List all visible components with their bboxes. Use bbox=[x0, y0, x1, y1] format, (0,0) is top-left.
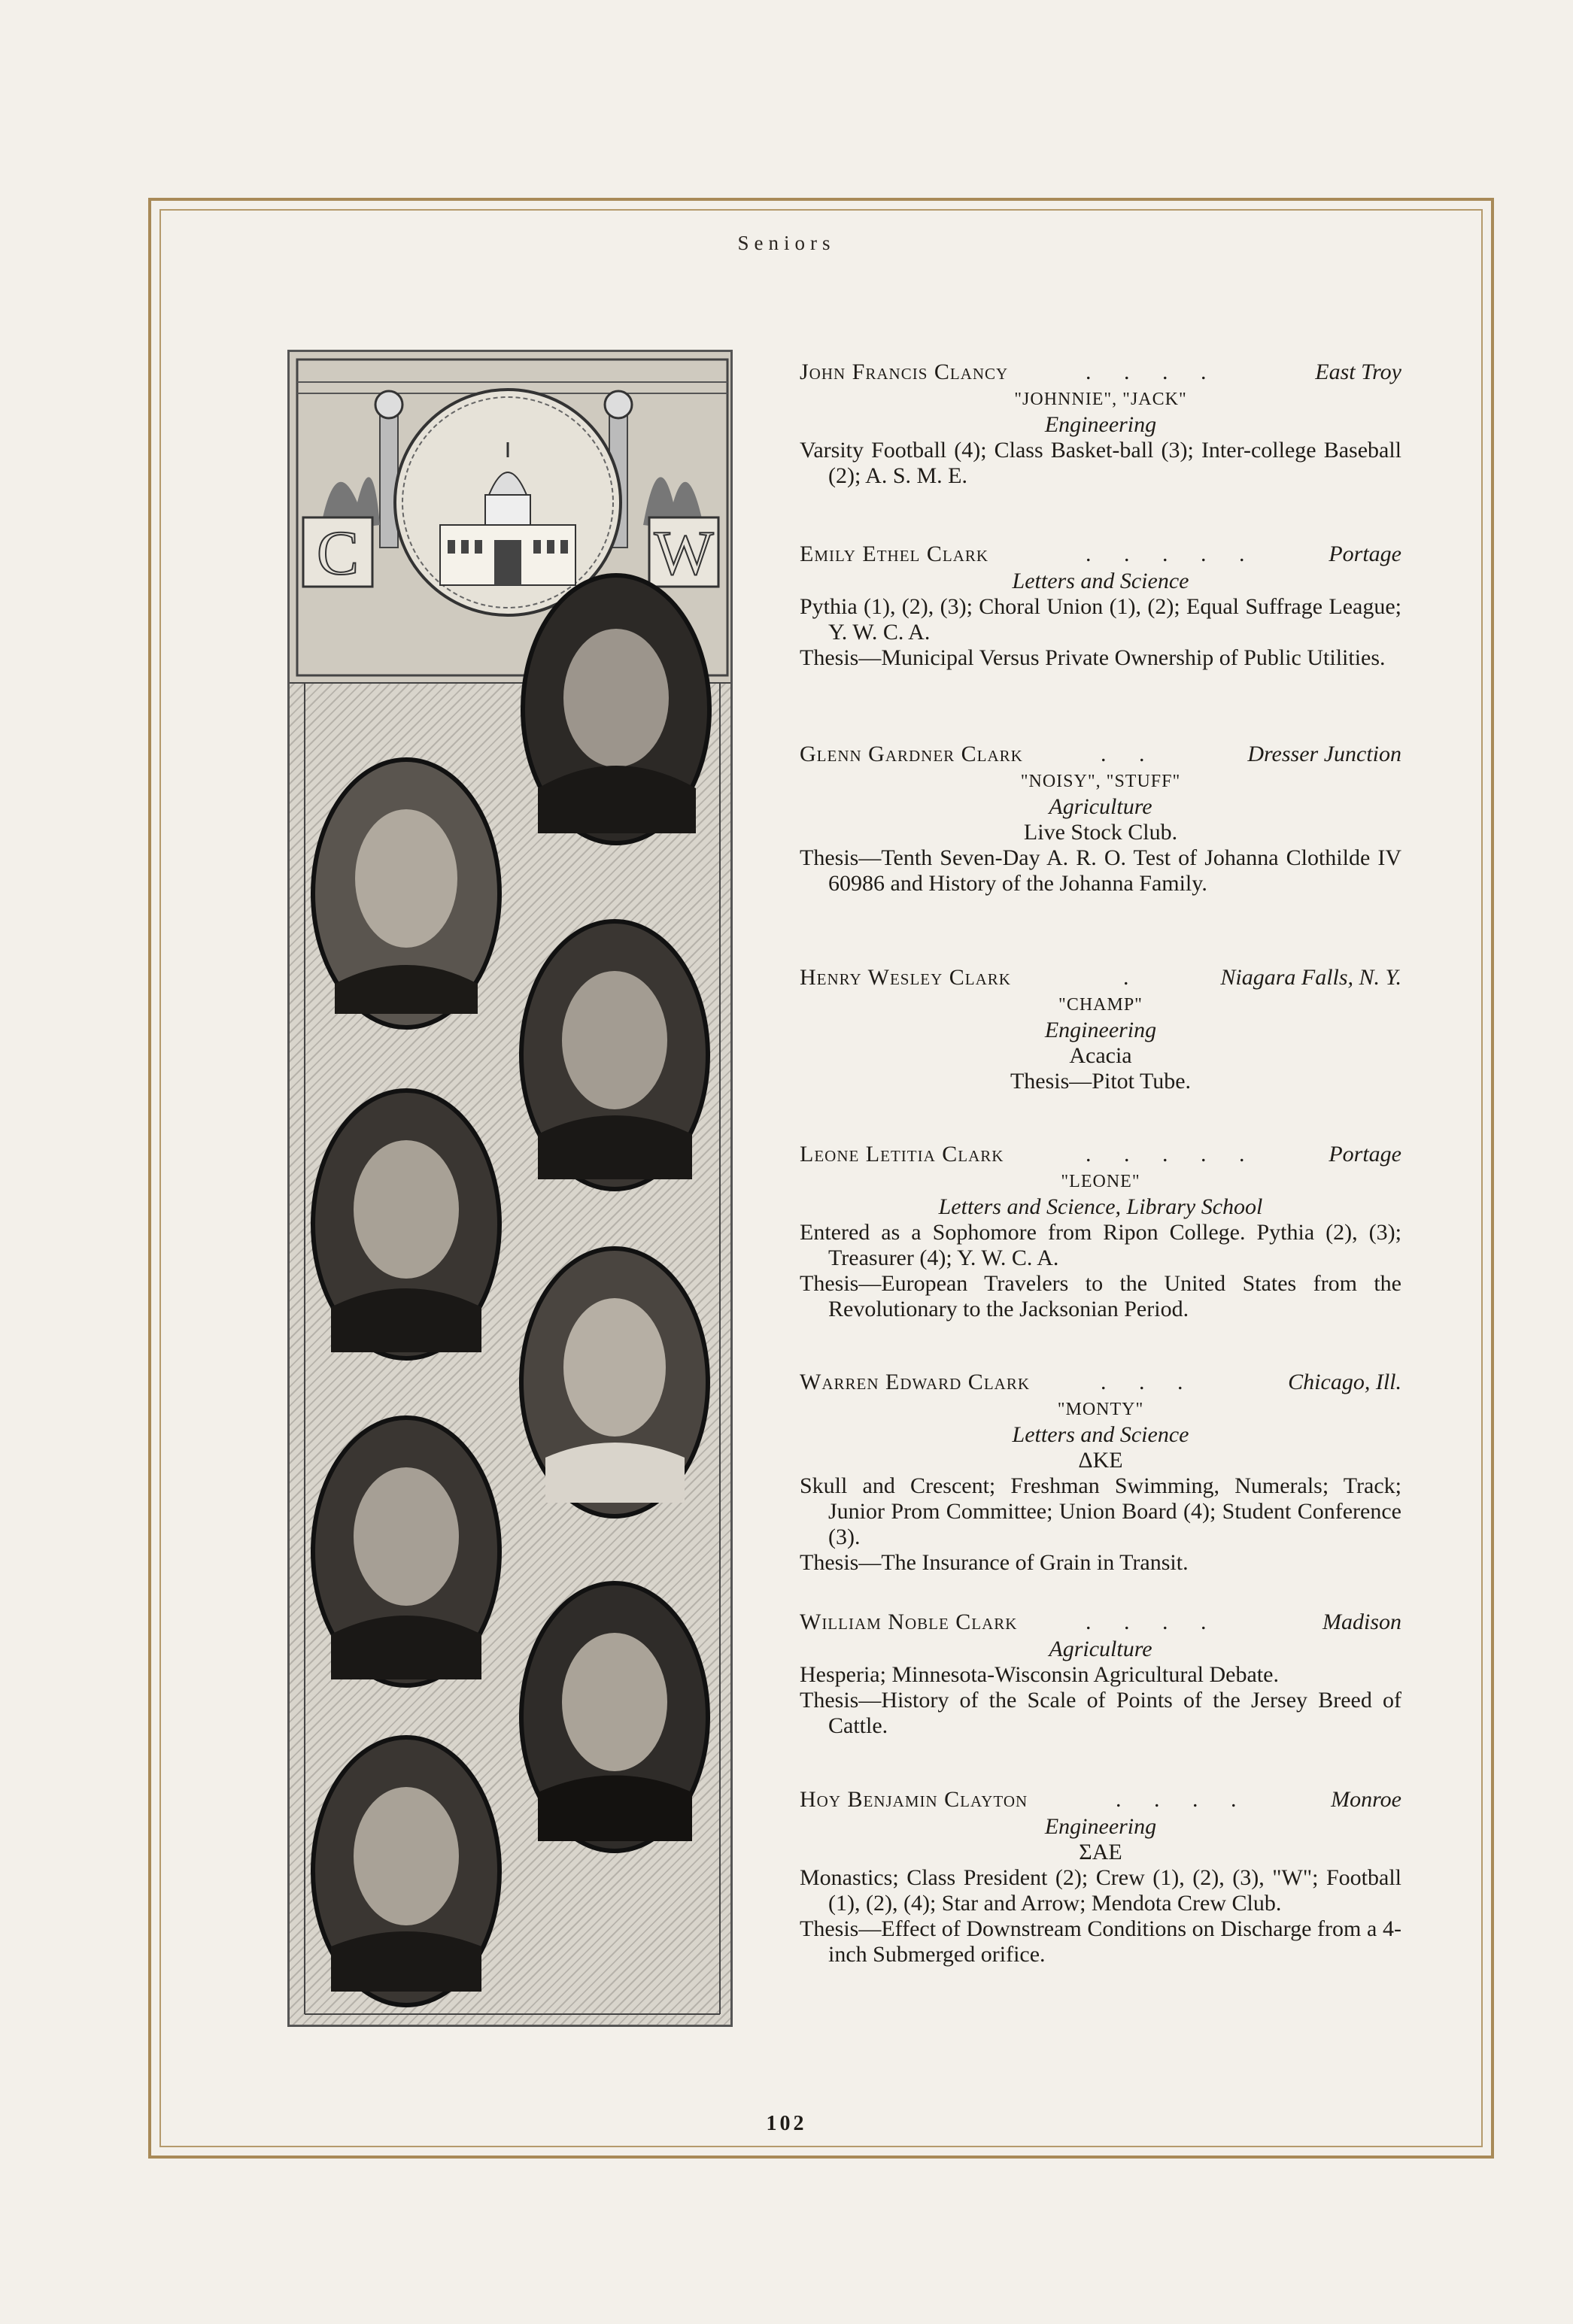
entry-town: Portage bbox=[1329, 1142, 1401, 1167]
entry-fraternity: ΣAE bbox=[1079, 1840, 1122, 1864]
entry-william-noble-clark bbox=[800, 1610, 1401, 1739]
entry-activities: Varsity Football (4); Class Basket-ball (3); Inter-college Baseball (2); A. S. M. E. bbox=[800, 438, 1401, 488]
leader-dots: . . . . bbox=[1086, 360, 1220, 384]
portrait-ovals bbox=[313, 575, 709, 2005]
leader-dots: . . . bbox=[1101, 1370, 1197, 1394]
entry-course: Letters and Science bbox=[1012, 1422, 1189, 1447]
leader-dots: . . bbox=[1101, 742, 1158, 766]
entry-nickname: "JOHNNIE", "JACK" bbox=[1014, 390, 1187, 409]
entry-thesis: Thesis—Tenth Seven-Day A. R. O. Test of Johanna Clothilde IV 60986 and History of the Johanna Family. bbox=[800, 845, 1401, 896]
entry-glenn-gardner-clark bbox=[800, 742, 1401, 897]
entry-thesis: Thesis—European Travelers to the United States from the Revolutionary to the Jacksonian Period. bbox=[800, 1271, 1401, 1321]
entry-name: Leone Letitia Clark bbox=[800, 1142, 1004, 1167]
entry-fraternity: Acacia bbox=[1069, 1043, 1132, 1068]
entry-john-francis-clancy bbox=[800, 360, 1401, 489]
entry-name: John Francis Clancy bbox=[800, 360, 1009, 384]
entry-course: Agriculture bbox=[1049, 1637, 1152, 1661]
entry-course: Letters and Science, Library School bbox=[938, 1194, 1263, 1219]
entry-activities: Live Stock Club. bbox=[1023, 820, 1178, 845]
entry-thesis: Thesis—The Insurance of Grain in Transit. bbox=[800, 1550, 1189, 1575]
entry-leone-letitia-clark bbox=[800, 1142, 1401, 1322]
entry-thesis: Thesis—Effect of Downstream Conditions on Discharge from a 4-inch Submerged orifice. bbox=[800, 1916, 1401, 1967]
entry-course: Engineering bbox=[1044, 412, 1157, 437]
entry-town: Madison bbox=[1322, 1610, 1401, 1634]
entry-course: Engineering bbox=[1044, 1814, 1157, 1839]
entry-nickname: "LEONE" bbox=[1061, 1172, 1140, 1191]
entry-activities: Entered as a Sophomore from Ripon College. Pythia (2), (3); Treasurer (4); Y. W. C. A. bbox=[800, 1220, 1401, 1270]
entry-name: Hoy Benjamin Clayton bbox=[800, 1787, 1028, 1812]
entry-thesis: Thesis—Pitot Tube. bbox=[1010, 1069, 1192, 1094]
panel-letter-w: W bbox=[654, 518, 714, 588]
entry-fraternity: ΔKE bbox=[1078, 1448, 1123, 1473]
entry-thesis: Thesis—History of the Scale of Points of the Jersey Breed of Cattle. bbox=[800, 1688, 1401, 1738]
entry-activities: Monastics; Class President (2); Crew (1), (2), (3), "W"; Football (1), (2), (4); Star and Arrow; Mendota Crew Club. bbox=[800, 1865, 1401, 1916]
leader-dots: . . . . bbox=[1116, 1787, 1250, 1812]
section-header: Seniors bbox=[737, 232, 836, 254]
entry-name: Henry Wesley Clark bbox=[800, 965, 1011, 990]
entry-town: Niagara Falls, N. Y. bbox=[1220, 965, 1401, 990]
entry-nickname: "NOISY", "STUFF" bbox=[1020, 772, 1181, 791]
entry-nickname: "MONTY" bbox=[1057, 1400, 1144, 1419]
entry-town: Monroe bbox=[1331, 1787, 1401, 1812]
entry-warren-edward-clark bbox=[800, 1370, 1401, 1576]
leader-dots: . . . . . bbox=[1086, 1142, 1259, 1167]
panel-ornament bbox=[290, 352, 733, 2027]
entry-henry-wesley-clark bbox=[800, 965, 1401, 1094]
entry-course: Letters and Science bbox=[1012, 569, 1189, 593]
entry-activities: Hesperia; Minnesota-Wisconsin Agricultural Debate. bbox=[800, 1662, 1279, 1687]
entry-activities: Skull and Crescent; Freshman Swimming, Numerals; Track; Junior Prom Committee; Union Board (4); Student Conference (3). bbox=[800, 1473, 1401, 1549]
entry-course: Agriculture bbox=[1049, 794, 1152, 819]
entry-thesis: Thesis—Municipal Versus Private Ownership of Public Utilities. bbox=[800, 645, 1386, 670]
entry-town: East Troy bbox=[1315, 360, 1401, 384]
entry-town: Portage bbox=[1329, 542, 1401, 566]
portrait-panel bbox=[287, 350, 733, 2027]
leader-dots: . . . . . bbox=[1086, 542, 1259, 566]
entry-town: Chicago, Ill. bbox=[1288, 1370, 1401, 1394]
panel-letter-c: C bbox=[316, 518, 360, 588]
leader-dots: . bbox=[1123, 965, 1143, 990]
entry-emily-ethel-clark bbox=[800, 542, 1401, 671]
entry-hoy-benjamin-clayton bbox=[800, 1787, 1401, 1968]
entry-course: Engineering bbox=[1044, 1018, 1157, 1042]
entry-name: Warren Edward Clark bbox=[800, 1370, 1030, 1394]
entry-nickname: "CHAMP" bbox=[1058, 995, 1143, 1015]
entry-name: Glenn Gardner Clark bbox=[800, 742, 1023, 766]
entry-name: William Noble Clark bbox=[800, 1610, 1018, 1634]
entry-name: Emily Ethel Clark bbox=[800, 542, 989, 566]
entry-activities: Pythia (1), (2), (3); Choral Union (1), (2); Equal Suffrage League; Y. W. C. A. bbox=[800, 594, 1401, 645]
leader-dots: . . . . bbox=[1086, 1610, 1220, 1634]
page-number: 102 bbox=[766, 2112, 807, 2135]
entry-town: Dresser Junction bbox=[1247, 742, 1401, 766]
